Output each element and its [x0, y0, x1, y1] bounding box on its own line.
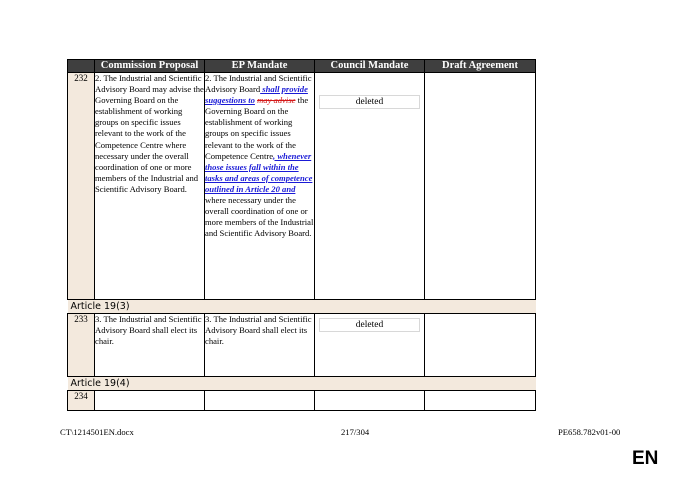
article-row — [68, 377, 536, 391]
council-cell — [315, 391, 425, 411]
footer-page-number: 217/304 — [341, 427, 370, 437]
header-council-mandate: Council Mandate — [315, 60, 425, 73]
article-row — [68, 300, 536, 314]
council-cell — [315, 314, 425, 377]
table-row-234 — [68, 391, 536, 411]
header-draft-agreement: Draft Agreement — [425, 60, 536, 73]
council-deleted-box: deleted — [319, 318, 420, 332]
council-cell — [315, 73, 425, 300]
ep-text-part: 2. The Industrial and Scientific Advisory Board — [205, 73, 312, 95]
table-header-row — [68, 60, 536, 73]
ep-insertion: , whenever those issues fall within the tasks and areas of competence outlined in Article 20 and — [205, 150, 313, 194]
commission-text: 3. The Industrial and Scientific Advisory Board shall elect its chair. — [95, 314, 205, 377]
article-label: Article 19(3) — [68, 300, 536, 314]
row-number: 233 — [68, 314, 95, 377]
footer-filename: CT\1214501EN.docx — [60, 427, 134, 437]
ep-text — [205, 73, 315, 300]
ep-text-part: where necessary under the overall coordination of one or more members of the Industrial and Scientific Advisory Board. — [205, 195, 314, 239]
agreement-cell — [425, 73, 536, 300]
council-deleted-box: deleted — [319, 95, 420, 109]
ep-text-part: the Governing Board on the establishment of working groups on specific issues relevant to the work of the Competence Centre — [205, 95, 309, 161]
agreement-cell — [425, 391, 536, 411]
row-number: 232 — [68, 73, 95, 300]
comparison-table — [67, 59, 536, 411]
header-number — [68, 60, 95, 73]
table-row-232 — [68, 73, 536, 300]
ep-insertion: shall provide suggestions to — [205, 84, 308, 106]
ep-deletion: may advise — [257, 95, 296, 106]
table-row-233 — [68, 314, 536, 377]
ep-text: 3. The Industrial and Scientific Advisory Board shall elect its chair. — [205, 314, 315, 377]
header-commission-proposal: Commission Proposal — [95, 60, 205, 73]
article-label: Article 19(4) — [68, 377, 536, 391]
footer-reference: PE658.782v01-00 — [558, 427, 621, 437]
row-number: 234 — [68, 391, 95, 411]
agreement-cell — [425, 314, 536, 377]
commission-text — [95, 391, 205, 411]
language-code: EN — [632, 448, 659, 469]
commission-text: 2. The Industrial and Scientific Advisory Board may advise the Governing Board on the establishment of working groups on specific issues relevant to the work of the Competence Centre where necessary under the overall coordination of one or more members of the Industrial and Scientific Advisory Board. — [95, 73, 205, 300]
header-ep-mandate: EP Mandate — [205, 60, 315, 73]
ep-text — [205, 391, 315, 411]
